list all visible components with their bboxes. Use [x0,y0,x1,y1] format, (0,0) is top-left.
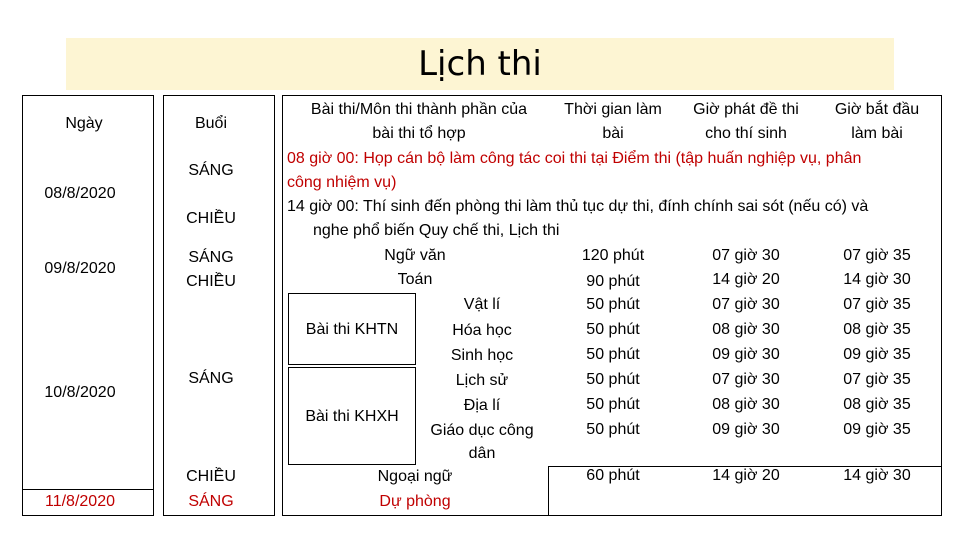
start-lich-su: 07 giờ 35 [843,371,911,388]
date-row-divider [22,489,154,490]
duration-dia-li: 50 phút [586,396,640,413]
date-10-8: 10/8/2020 [44,384,116,401]
subject-dia-li: Địa lí [463,397,501,414]
release-vat-li: 07 giờ 30 [712,296,780,313]
start-ngu-van: 07 giờ 35 [843,247,911,264]
header-gio-phat-line1: Giờ phát đề thi [693,101,799,118]
note-line-2: công nhiệm vụ) [287,174,397,191]
start-gdcd: 09 giờ 35 [843,421,911,438]
subject-toan: Toán [397,271,433,288]
subject-lich-su: Lịch sử [455,372,509,389]
subject-hoa-hoc: Hóa học [452,322,512,339]
header-ngay: Ngày [65,115,103,132]
start-sinh-hoc: 09 giờ 35 [843,346,911,363]
release-hoa-hoc: 08 giờ 30 [712,321,780,338]
group-khtn: Bài thi KHTN [305,321,399,338]
start-vat-li: 07 giờ 35 [843,296,911,313]
subject-ngu-van: Ngữ văn [384,247,446,264]
note-line-1: 08 giờ 00: Họp cán bộ làm công tác coi thi tại Điểm thi (tập huấn nghiệp vụ, phân [287,150,862,167]
session-09-sang: SÁNG [188,249,234,266]
start-toan: 14 giờ 30 [843,271,911,288]
subject-du-phong: Dự phòng [379,493,451,510]
duration-ngoai-ngu: 60 phút [586,467,640,484]
session-column-box [163,95,275,516]
session-10-sang: SÁNG [188,370,234,387]
header-thoi-gian-line2: bài [602,125,624,142]
session-08-sang: SÁNG [188,162,234,179]
duration-vat-li: 50 phút [586,296,640,313]
header-thoi-gian-line1: Thời gian làm [564,101,662,118]
header-buoi: Buổi [194,115,228,132]
page-title: Lịch thi [418,44,542,84]
release-gdcd: 09 giờ 30 [712,421,780,438]
header-bai-thi-line1: Bài thi/Môn thi thành phần của [310,101,528,118]
title-banner [66,38,894,90]
duration-hoa-hoc: 50 phút [586,321,640,338]
release-ngoai-ngu: 14 giờ 20 [712,467,780,484]
group-khxh: Bài thi KHXH [305,408,399,425]
session-09-chieu: CHIỀU [186,273,236,290]
release-sinh-hoc: 09 giờ 30 [712,346,780,363]
release-lich-su: 07 giờ 30 [712,371,780,388]
subject-gdcd-line2: dân [468,445,496,462]
start-hoa-hoc: 08 giờ 35 [843,321,911,338]
header-gio-phat-line2: cho thí sinh [705,125,787,142]
date-11-8: 11/8/2020 [45,493,115,510]
session-08-chieu: CHIỀU [186,210,236,227]
subject-sinh-hoc: Sinh học [450,347,514,364]
duration-toan: 90 phút [586,273,640,290]
header-bai-thi-line2: bài thi tổ hợp [372,125,466,142]
session-10-chieu: CHIỀU [186,468,236,485]
subject-gdcd-line1: Giáo dục công [430,422,534,439]
duration-ngu-van: 120 phút [581,247,645,264]
release-dia-li: 08 giờ 30 [712,396,780,413]
release-ngu-van: 07 giờ 30 [712,247,780,264]
subject-ngoai-ngu: Ngoại ngữ [377,468,453,485]
session-11-sang: SÁNG [188,493,234,510]
release-toan: 14 giờ 20 [712,271,780,288]
date-column-box [22,95,154,516]
header-gio-bat-dau-line1: Giờ bắt đầu [834,101,920,118]
start-ngoai-ngu: 14 giờ 30 [843,467,911,484]
date-08-8: 08/8/2020 [44,185,116,202]
header-gio-bat-dau-line2: làm bài [851,125,903,142]
subject-vat-li: Vật lí [463,296,501,313]
start-dia-li: 08 giờ 35 [843,396,911,413]
date-09-8: 09/8/2020 [44,260,116,277]
note-line-3: 14 giờ 00: Thí sinh đến phòng thi làm thủ tục dự thi, đính chính sai sót (nếu có) và [287,198,869,215]
duration-lich-su: 50 phút [586,371,640,388]
note-line-4: nghe phổ biến Quy chế thi, Lịch thi [313,222,560,239]
duration-gdcd: 50 phút [586,421,640,438]
duration-sinh-hoc: 50 phút [586,346,640,363]
